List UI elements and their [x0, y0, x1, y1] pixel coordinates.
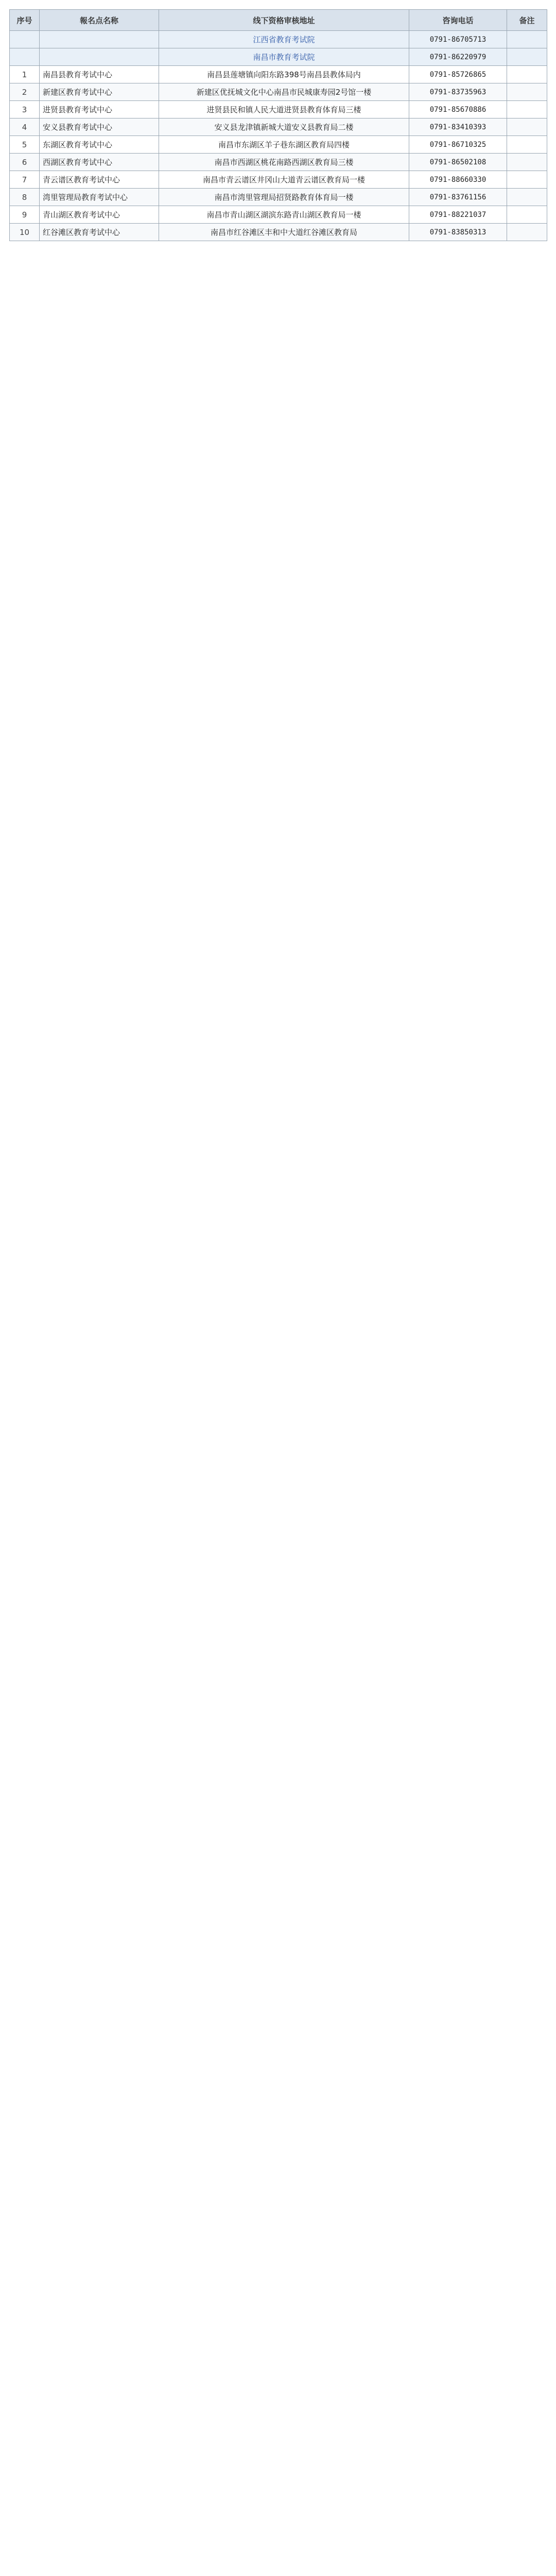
row-serial: 1: [10, 66, 40, 83]
row-name: 青山湖区教育考试中心: [40, 206, 159, 224]
row-address: 南昌市东湖区羊子巷东湖区教育局四楼: [159, 136, 409, 154]
header-address: 线下资格审核地址: [159, 10, 409, 31]
row-remark: [507, 66, 547, 83]
row-remark: [507, 83, 547, 101]
row-serial: 8: [10, 189, 40, 206]
row-address: 南昌市红谷滩区丰和中大道红谷滩区教育局: [159, 224, 409, 241]
row-address: 南昌市青云谱区井冈山大道青云谱区教育局一楼: [159, 171, 409, 189]
row-phone: 0791-88221037: [409, 206, 507, 224]
row-remark: [507, 31, 547, 48]
table-row: [10, 171, 547, 189]
row-remark: [507, 171, 547, 189]
table-row: [10, 83, 547, 101]
table-row: [10, 224, 547, 241]
row-name: 青云谱区教育考试中心: [40, 171, 159, 189]
row-remark: [507, 154, 547, 171]
row-serial: 4: [10, 118, 40, 136]
row-phone: 0791-83735963: [409, 83, 507, 101]
row-phone: 0791-85726865: [409, 66, 507, 83]
header-serial: 序号: [10, 10, 40, 31]
row-phone: 0791-83761156: [409, 189, 507, 206]
row-address: 南昌县莲塘镇向阳东路398号南昌县教体局内: [159, 66, 409, 83]
row-name: 安义县教育考试中心: [40, 118, 159, 136]
row-remark: [507, 48, 547, 66]
table-row: [10, 206, 547, 224]
row-address: 南昌市青山湖区湖滨东路青山湖区教育局一楼: [159, 206, 409, 224]
row-phone: 0791-86705713: [409, 31, 507, 48]
row-name: [40, 31, 159, 48]
row-phone: 0791-83850313: [409, 224, 507, 241]
table-row: [10, 101, 547, 118]
row-serial: 10: [10, 224, 40, 241]
row-serial: 6: [10, 154, 40, 171]
header-phone: 咨询电话: [409, 10, 507, 31]
table-header-row: [10, 10, 547, 31]
row-address: 江西省教育考试院: [159, 31, 409, 48]
row-name: [40, 48, 159, 66]
header-name: 報名点名称: [40, 10, 159, 31]
row-serial: [10, 31, 40, 48]
table-body: [10, 31, 547, 241]
row-name: 进贤县教育考试中心: [40, 101, 159, 118]
row-serial: 9: [10, 206, 40, 224]
row-address: 南昌市教育考试院: [159, 48, 409, 66]
row-name: 新建区教育考试中心: [40, 83, 159, 101]
row-name: 湾里管理局教育考试中心: [40, 189, 159, 206]
row-phone: 0791-86502108: [409, 154, 507, 171]
row-serial: 7: [10, 171, 40, 189]
table-row: [10, 154, 547, 171]
row-serial: [10, 48, 40, 66]
exam-office-table: [9, 9, 547, 241]
row-serial: 5: [10, 136, 40, 154]
row-address: 南昌市湾里管理局招贤路教育体育局一楼: [159, 189, 409, 206]
row-remark: [507, 206, 547, 224]
table-row: [10, 136, 547, 154]
header-remark: 备注: [507, 10, 547, 31]
row-name: 西湖区教育考试中心: [40, 154, 159, 171]
row-name: 东湖区教育考试中心: [40, 136, 159, 154]
table-row: [10, 118, 547, 136]
row-remark: [507, 118, 547, 136]
table-row: [10, 66, 547, 83]
row-address: 南昌市西湖区桃花南路西湖区教育局三楼: [159, 154, 409, 171]
row-remark: [507, 189, 547, 206]
row-phone: 0791-85670886: [409, 101, 507, 118]
table-row: [10, 189, 547, 206]
row-remark: [507, 101, 547, 118]
row-phone: 0791-86220979: [409, 48, 507, 66]
row-address: 进贤县民和镇人民大道进贤县教育体育局三楼: [159, 101, 409, 118]
row-address: 安义县龙津镇新城大道安义县教育局二楼: [159, 118, 409, 136]
row-serial: 2: [10, 83, 40, 101]
office-row: [10, 48, 547, 66]
row-remark: [507, 136, 547, 154]
row-address: 新建区优抚城文化中心南昌市民城康寿园2号馆一楼: [159, 83, 409, 101]
office-row: [10, 31, 547, 48]
row-phone: 0791-83410393: [409, 118, 507, 136]
row-phone: 0791-88660330: [409, 171, 507, 189]
row-serial: 3: [10, 101, 40, 118]
row-remark: [507, 224, 547, 241]
row-name: 南昌县教育考试中心: [40, 66, 159, 83]
row-phone: 0791-86710325: [409, 136, 507, 154]
row-name: 红谷滩区教育考试中心: [40, 224, 159, 241]
